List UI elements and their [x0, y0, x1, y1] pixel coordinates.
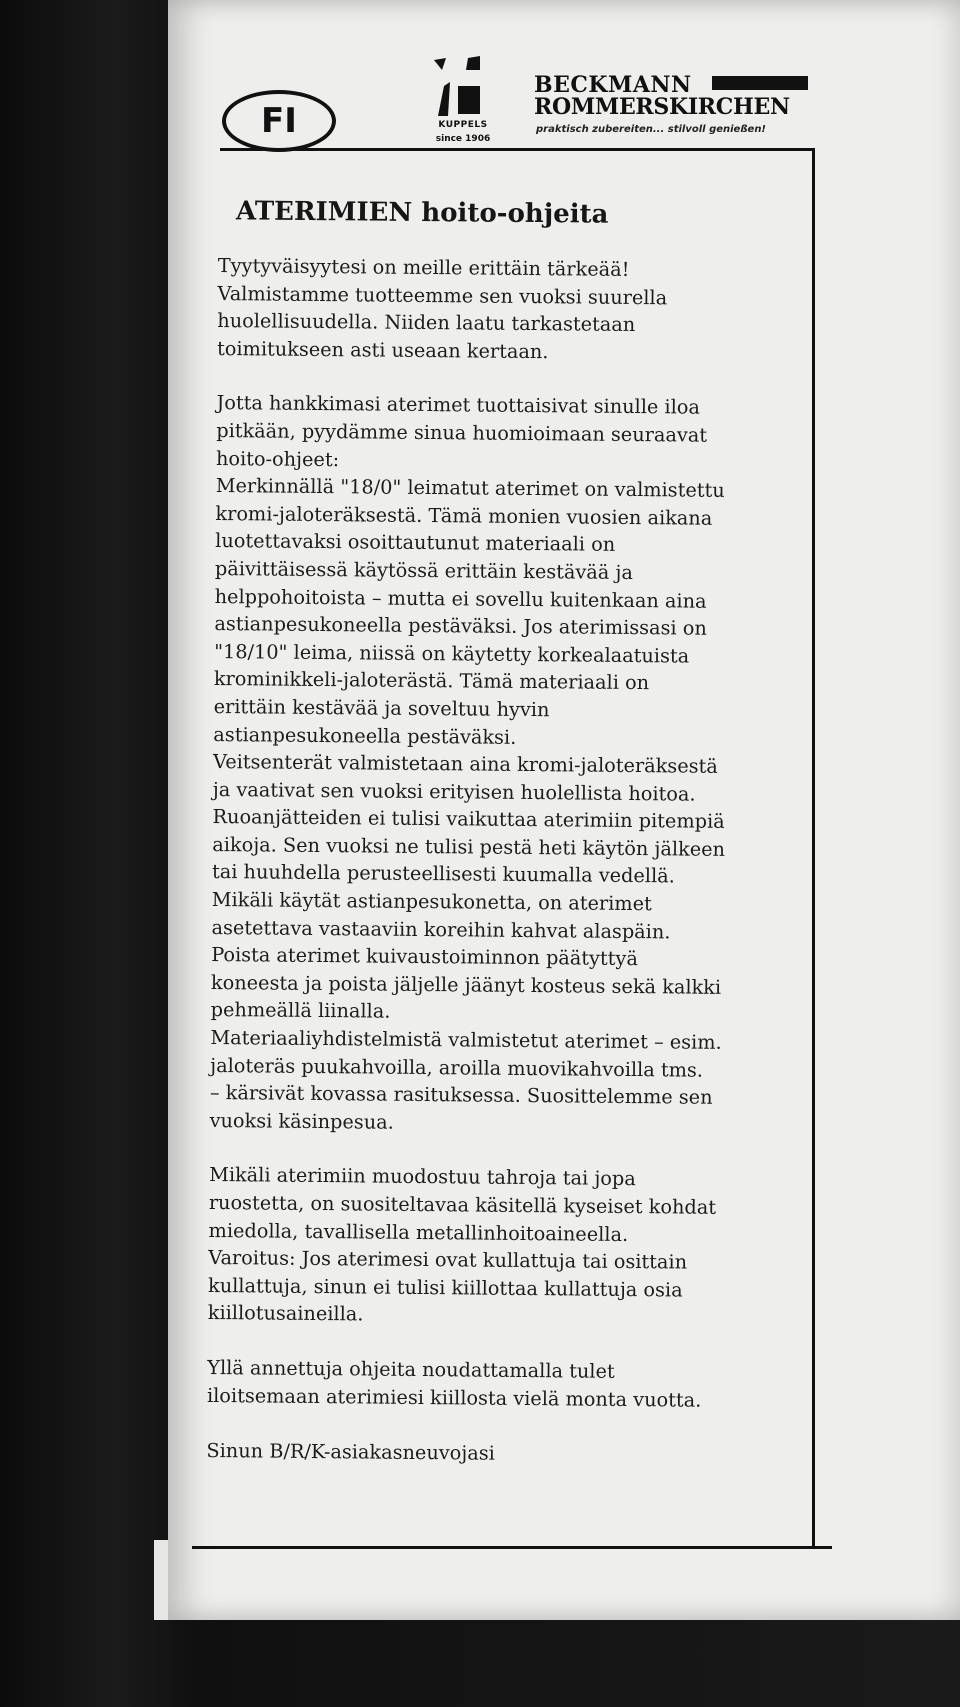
stain-treatment-paragraph — [208, 1161, 814, 1332]
text-line: Ruoanjätteiden ei tulisi vaikuttaa aterimiin pitempiä — [212, 805, 725, 834]
brand-bar-decoration — [712, 76, 808, 90]
text-line: toimitukseen asti useaan kertaan. — [216, 336, 549, 363]
text-line: pitkään, pyydämme sinua huomioimaan seuraavat — [216, 418, 708, 447]
text-line: kullattuja, sinun ei tulisi kiillottaa kullattuja osia — [207, 1273, 683, 1302]
text-line: ja vaativat sen vuoksi erityisen huolellista hoitoa. — [212, 777, 696, 806]
kuppels-logo — [428, 56, 498, 152]
brand-block — [534, 72, 814, 142]
text-line: huolellisuudella. Niiden laatu tarkastetaan — [217, 309, 636, 337]
text-line: miedolla, tavallisella metallinhoitoaineella. — [208, 1218, 629, 1246]
closing-paragraph — [207, 1354, 812, 1415]
signature: Sinun B/R/K-asiakasneuvojasi — [206, 1439, 495, 1465]
intro-paragraph — [217, 252, 822, 368]
kuppels-name: KUPPELS — [438, 120, 488, 130]
kuppels-mark-icon — [432, 56, 494, 116]
text-line: "18/10" leima, niissä on käytetty korkealaatuista — [214, 639, 690, 668]
text-line: iloitsemaan aterimiesi kiillosta vielä monta vuotta. — [206, 1383, 702, 1412]
text-line: – kärsivät kovassa rasituksessa. Suosittelemme sen — [209, 1081, 713, 1110]
text-line: Jotta hankkimasi aterimet tuottaisivat sinulle iloa — [216, 391, 701, 420]
text-line: asetettava vastaaviin koreihin kahvat alaspäin. — [211, 915, 671, 944]
text-line: päivittäisessä käytössä erittäin kestävää ja — [214, 556, 634, 584]
country-code-text: FI — [261, 101, 297, 141]
text-line: astianpesukoneella pestäväksi. — [213, 722, 517, 749]
text-line: Tyytyväisyytesi on meille erittäin tärkeää! — [217, 253, 630, 281]
text-line: Mikäli käytät astianpesukonetta, on aterimet — [211, 888, 652, 916]
text-line: Poista aterimet kuivaustoiminnon päätyttyä — [211, 943, 638, 971]
text-line: tai huuhdella perusteellisesti kuumalla vedellä. — [211, 860, 675, 888]
text-line: Varoitus: Jos aterimesi ovat kullattuja tai osittain — [208, 1246, 688, 1274]
text-line: hoito-ohjeet: — [215, 446, 340, 471]
kuppels-since: since 1906 — [435, 134, 491, 144]
text-line: astianpesukoneella pestäväksi. Jos aterimissasi on — [214, 612, 707, 640]
text-line: pehmeällä liinalla. — [210, 998, 391, 1024]
text-line: kiillotusaineilla. — [207, 1301, 364, 1326]
text-line: krominikkeli-jaloterästä. Tämä materiaali on — [213, 667, 650, 695]
text-line: Merkinnällä "18/0" leimatut aterimet on valmistettu — [215, 474, 725, 503]
text-line: kromi-jaloteräksestä. Tämä monien vuosien aikana — [215, 501, 713, 530]
document-body — [206, 252, 822, 1470]
content-frame-bottom-rule — [192, 1546, 832, 1549]
text-line: koneesta ja poista jäljelle jäänyt kosteus sekä kalkki — [210, 970, 722, 999]
text-line: ruostetta, on suositeltavaa käsitellä kyseiset kohdat — [208, 1190, 717, 1219]
text-line: aikoja. Sen vuoksi ne tulisi pestä heti käytön jälkeen — [212, 832, 726, 861]
text-line: Valmistamme tuotteemme sen vuoksi suurella — [217, 281, 668, 309]
brand-name-line1: BECKMANN — [534, 72, 692, 98]
text-line: erittäin kestävää ja soveltuu hyvin — [213, 694, 550, 722]
text-line: Materiaaliyhdistelmistä valmistetut aterimet – esim. — [210, 1025, 722, 1054]
document-title: ATERIMIEN hoito-ohjeita — [235, 196, 609, 230]
care-instructions-paragraph — [210, 389, 821, 1140]
text-line: Veitsenterät valmistetaan aina kromi-jaloteräksestä — [212, 750, 718, 778]
text-line: Mikäli aterimiin muodostuu tahroja tai jopa — [209, 1163, 636, 1191]
brand-name-line2: ROMMERSKIRCHEN — [534, 94, 790, 120]
text-line: helppohoitoista – mutta ei sovellu kuitenkaan aina — [214, 584, 707, 613]
country-code-badge — [222, 90, 336, 152]
text-line: jaloteräs puukahvoilla, aroilla muovikahvoilla tms. — [210, 1053, 704, 1082]
text-line: Yllä annettuja ohjeita noudattamalla tulet — [207, 1355, 615, 1383]
brand-slogan: praktisch zubereiten... stilvoll genießen! — [536, 124, 766, 135]
text-line: luotettavaksi osoittautunut materiaali on — [215, 529, 616, 557]
text-line: vuoksi käsinpesua. — [209, 1108, 394, 1134]
